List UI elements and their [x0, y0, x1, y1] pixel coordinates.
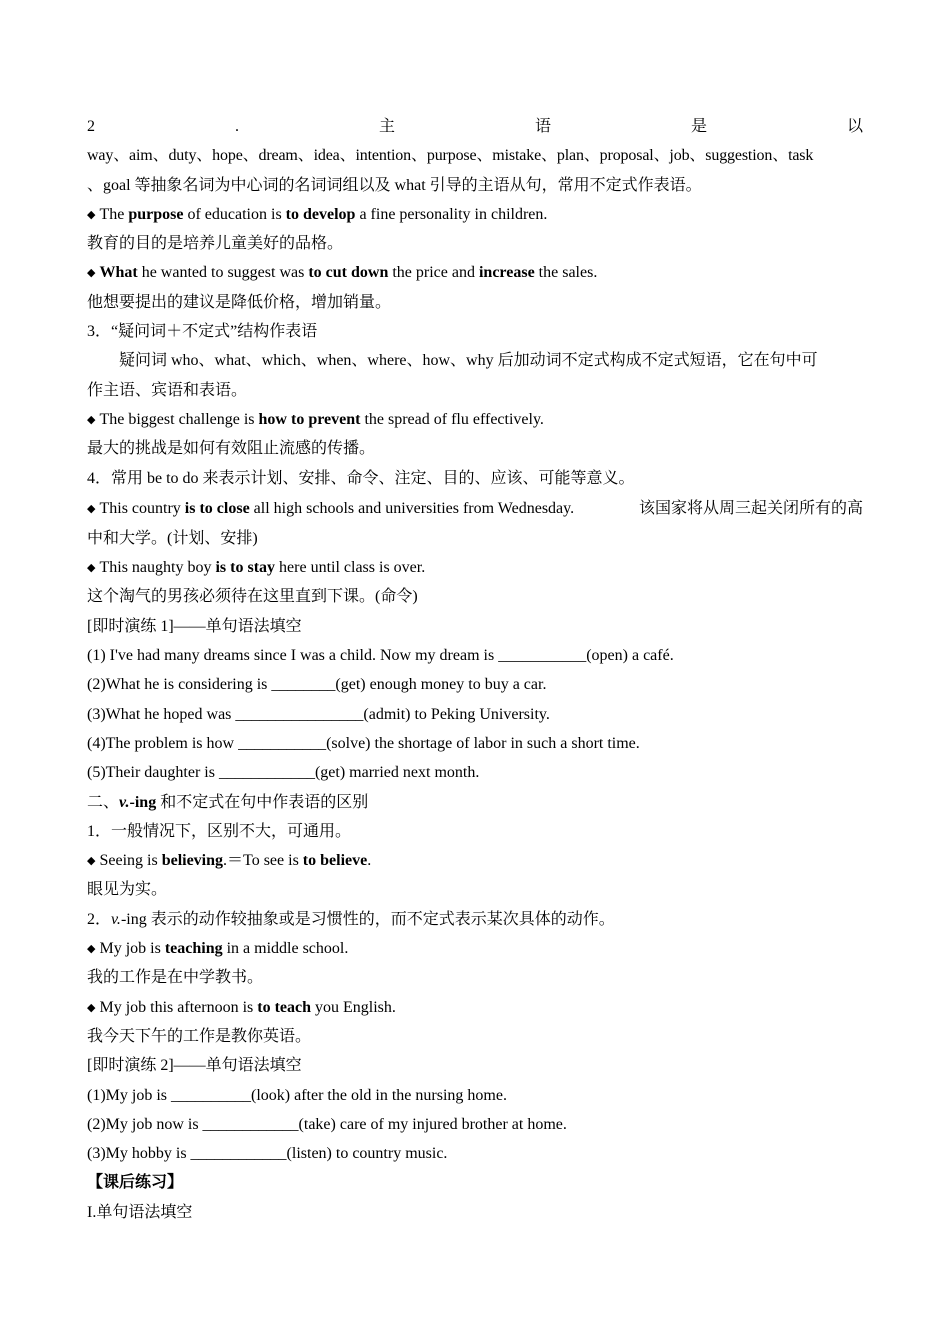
section-3-paragraph-continued: 作主语、宾语和表语。 [87, 381, 248, 399]
example-translation: 中和大学。(计划、安排) [87, 529, 258, 547]
heading-char: . [234, 118, 239, 135]
bullet-diamond-icon: ◆ [87, 502, 96, 515]
heading-char: 主 [378, 118, 395, 135]
section-4-heading: 4．常用 be to do 来表示计划、安排、命令、注定、目的、应该、可能等意义。 [87, 469, 635, 487]
example-translation-inline: 该国家将从周三起关闭所有的高 [638, 499, 863, 517]
example-sentence: ◆ The biggest challenge is how to prevent the spread of flu effectively. [87, 410, 544, 428]
practice-item: (4)The problem is how ___________(solve) the shortage of labor in such a short time. [87, 734, 640, 752]
example-translation: 我今天下午的工作是教你英语。 [87, 1027, 312, 1045]
example-sentence: ◆ This naughty boy is to stay here until class is over. [87, 559, 426, 577]
heading-char: 是 [690, 118, 707, 135]
example-sentence: ◆ What he wanted to suggest was to cut down the price and increase the sales. [87, 264, 598, 282]
bullet-diamond-icon: ◆ [87, 413, 96, 426]
example-translation: 教育的目的是培养儿童美好的品格。 [87, 235, 344, 253]
example-translation: 我的工作是在中学教书。 [87, 969, 264, 987]
practice-item: (3)My hobby is ____________(listen) to country music. [87, 1145, 448, 1163]
bullet-diamond-icon: ◆ [87, 562, 96, 575]
section-2-heading [87, 112, 863, 141]
bullet-diamond-icon: ◆ [87, 855, 96, 868]
after-class-heading: 【课后练习】 [87, 1174, 184, 1192]
example-sentence: ◆ My job is teaching in a middle school. [87, 940, 349, 958]
example-translation: 最大的挑战是如何有效阻止流感的传播。 [87, 440, 376, 458]
nouns-line-continued: 、goal 等抽象名词为中心词的名词词组以及 what 引导的主语从句，常用不定式作表语。 [87, 176, 702, 194]
bullet-diamond-icon: ◆ [87, 208, 96, 221]
example-sentence: ◆ Seeing is believing.＝To see is to believe. [87, 852, 372, 870]
practice-item: (2)What he is considering is ________(get) enough money to buy a car. [87, 676, 547, 694]
example-translation: 眼见为实。 [87, 881, 168, 899]
part-2-point-2: 2．v.-ing 表示的动作较抽象或是习惯性的，而不定式表示某次具体的动作。 [87, 910, 615, 928]
heading-char: 语 [534, 118, 551, 135]
practice-item: (5)Their daughter is ____________(get) married next month. [87, 764, 480, 782]
example-translation: 这个淘气的男孩必须待在这里直到下课。(命令) [87, 588, 418, 606]
bullet-diamond-icon: ◆ [87, 943, 96, 956]
example-sentence: ◆ My job this afternoon is to teach you English. [87, 998, 396, 1016]
heading-char: 2 [87, 118, 95, 135]
practice-2-title: [即时演练 2]——单句语法填空 [87, 1057, 302, 1075]
practice-item: (1) I've had many dreams since I was a child. Now my dream is ___________(open) a café. [87, 647, 674, 665]
practice-item: (1)My job is __________(look) after the old in the nursing home. [87, 1086, 507, 1104]
nouns-line: way、aim、duty、hope、dream、idea、intention、purpose、mistake、plan、proposal、job、suggestion、task [87, 147, 814, 165]
document-page [87, 112, 863, 1227]
section-3-heading: 3．“疑问词＋不定式”结构作表语 [87, 323, 318, 341]
bullet-diamond-icon: ◆ [87, 267, 96, 280]
bullet-diamond-icon: ◆ [87, 1001, 96, 1014]
heading-char: 以 [846, 118, 863, 135]
example-sentence: ◆ This country is to close all high schools and universities from Wednesday. 该国家将从周三起关闭所有的高 [87, 493, 863, 524]
part-2-point-1: 1．一般情况下，区别不大，可通用。 [87, 822, 352, 840]
practice-item: (3)What he hoped was ________________(admit) to Peking University. [87, 705, 550, 723]
example-sentence: ◆ The purpose of education is to develop a fine personality in children. [87, 205, 548, 223]
example-translation: 他想要提出的建议是降低价格，增加销量。 [87, 293, 392, 311]
after-class-subheading: I.单句语法填空 [87, 1203, 193, 1221]
part-2-heading: 二、v.-ing 和不定式在句中作表语的区别 [87, 793, 369, 811]
practice-1-title: [即时演练 1]——单句语法填空 [87, 617, 302, 635]
practice-item: (2)My job now is ____________(take) care of my injured brother at home. [87, 1115, 567, 1133]
section-3-paragraph: 疑问词 who、what、which、when、where、how、why 后加动词不定式构成不定式短语，它在句中可 [119, 352, 818, 370]
